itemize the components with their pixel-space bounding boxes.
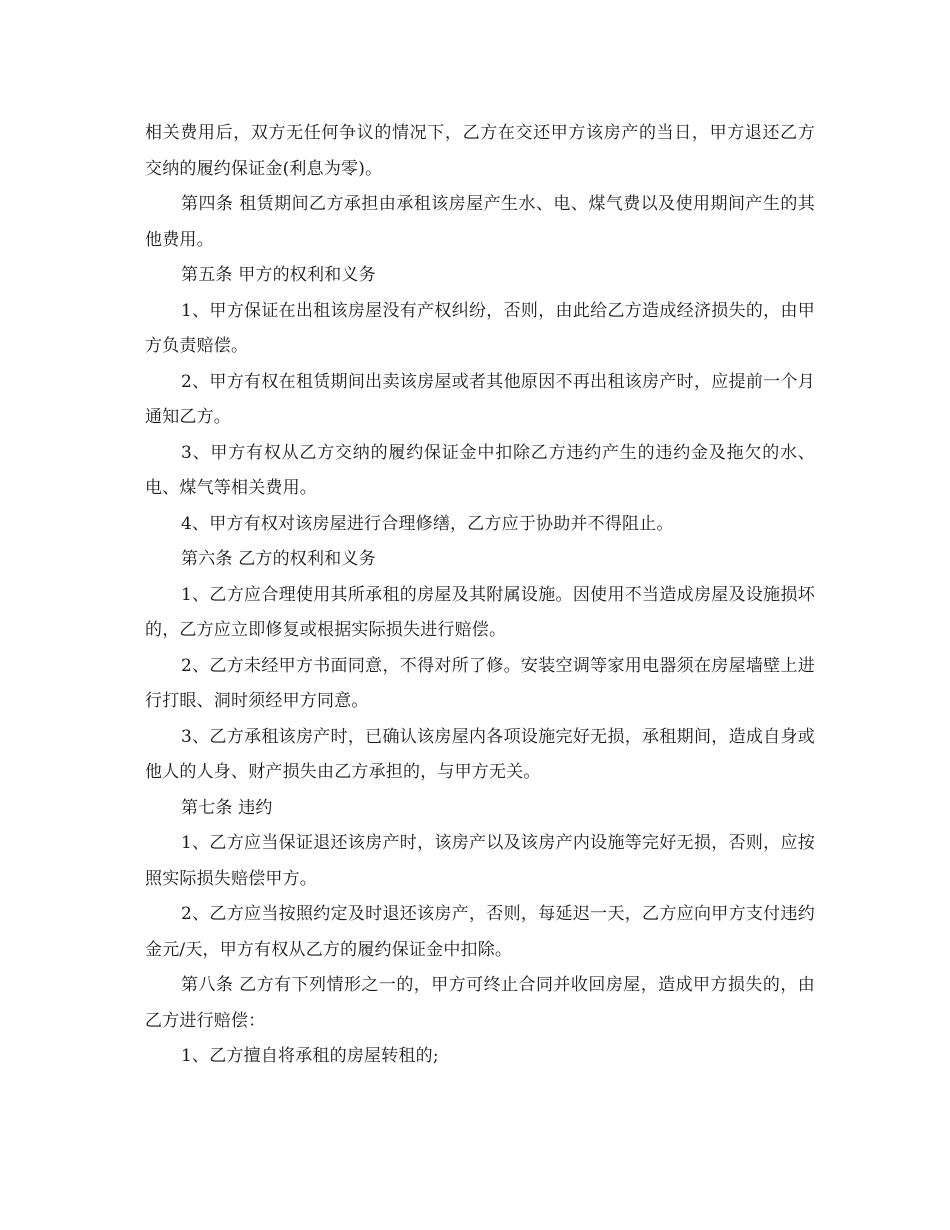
- article-6-item-1: 1、乙方应合理使用其所承租的房屋及其附属设施。因使用不当造成房屋及设施损坏的，乙方应立即修复或根据实际损失进行赔偿。: [145, 584, 815, 640]
- article-5-item-4: 4、甲方有权对该房屋进行合理修缮，乙方应于协助并不得阻止。: [181, 513, 674, 534]
- article-4: 第四条 租赁期间乙方承担由承租该房屋产生水、电、煤气费以及使用期间产生的其他费用。: [145, 194, 815, 250]
- article-5-item-3: 3、甲方有权从乙方交纳的履约保证金中扣除乙方违约产生的违约金及拖欠的水、电、煤气等相关费用。: [145, 442, 815, 498]
- article-7-item-1: 1、乙方应当保证退还该房产时，该房产以及该房产内设施等完好无损，否则，应按照实际损失赔偿甲方。: [145, 833, 815, 889]
- article-6-item-2: 2、乙方未经甲方书面同意，不得对所了修。安装空调等家用电器须在房屋墙壁上进行打眼、洞时须经甲方同意。: [145, 655, 815, 711]
- article-8-heading: 第八条 乙方有下列情形之一的，甲方可终止合同并收回房屋，造成甲方损失的，由乙方进行赔偿：: [145, 975, 815, 1031]
- paragraph-continuation: 相关费用后，双方无任何争议的情况下，乙方在交还甲方该房产的当日，甲方退还乙方交纳的履约保证金(利息为零)。: [145, 123, 815, 179]
- article-7-item-2: 2、乙方应当按照约定及时退还该房产，否则，每延迟一天，乙方应向甲方支付违约金元/天，甲方有权从乙方的履约保证金中扣除。: [145, 904, 815, 960]
- article-5-heading: 第五条 甲方的权利和义务: [181, 265, 376, 285]
- article-6-item-3: 3、乙方承租该房产时，已确认该房屋内各项设施完好无损，承租期间，造成自身或他人的人身、财产损失由乙方承担的，与甲方无关。: [145, 726, 815, 782]
- document-body: [145, 116, 815, 1075]
- article-8-item-1: 1、乙方擅自将承租的房屋转租的;: [181, 1046, 439, 1066]
- article-5-item-2: 2、甲方有权在租赁期间出卖该房屋或者其他原因不再出租该房产时，应提前一个月通知乙方。: [145, 371, 815, 427]
- article-6-heading: 第六条 乙方的权利和义务: [181, 549, 376, 569]
- article-5-item-1: 1、甲方保证在出租该房屋没有产权纠纷，否则，由此给乙方造成经济损失的，由甲方负责赔偿。: [145, 300, 815, 356]
- article-7-heading: 第七条 违约: [181, 797, 273, 818]
